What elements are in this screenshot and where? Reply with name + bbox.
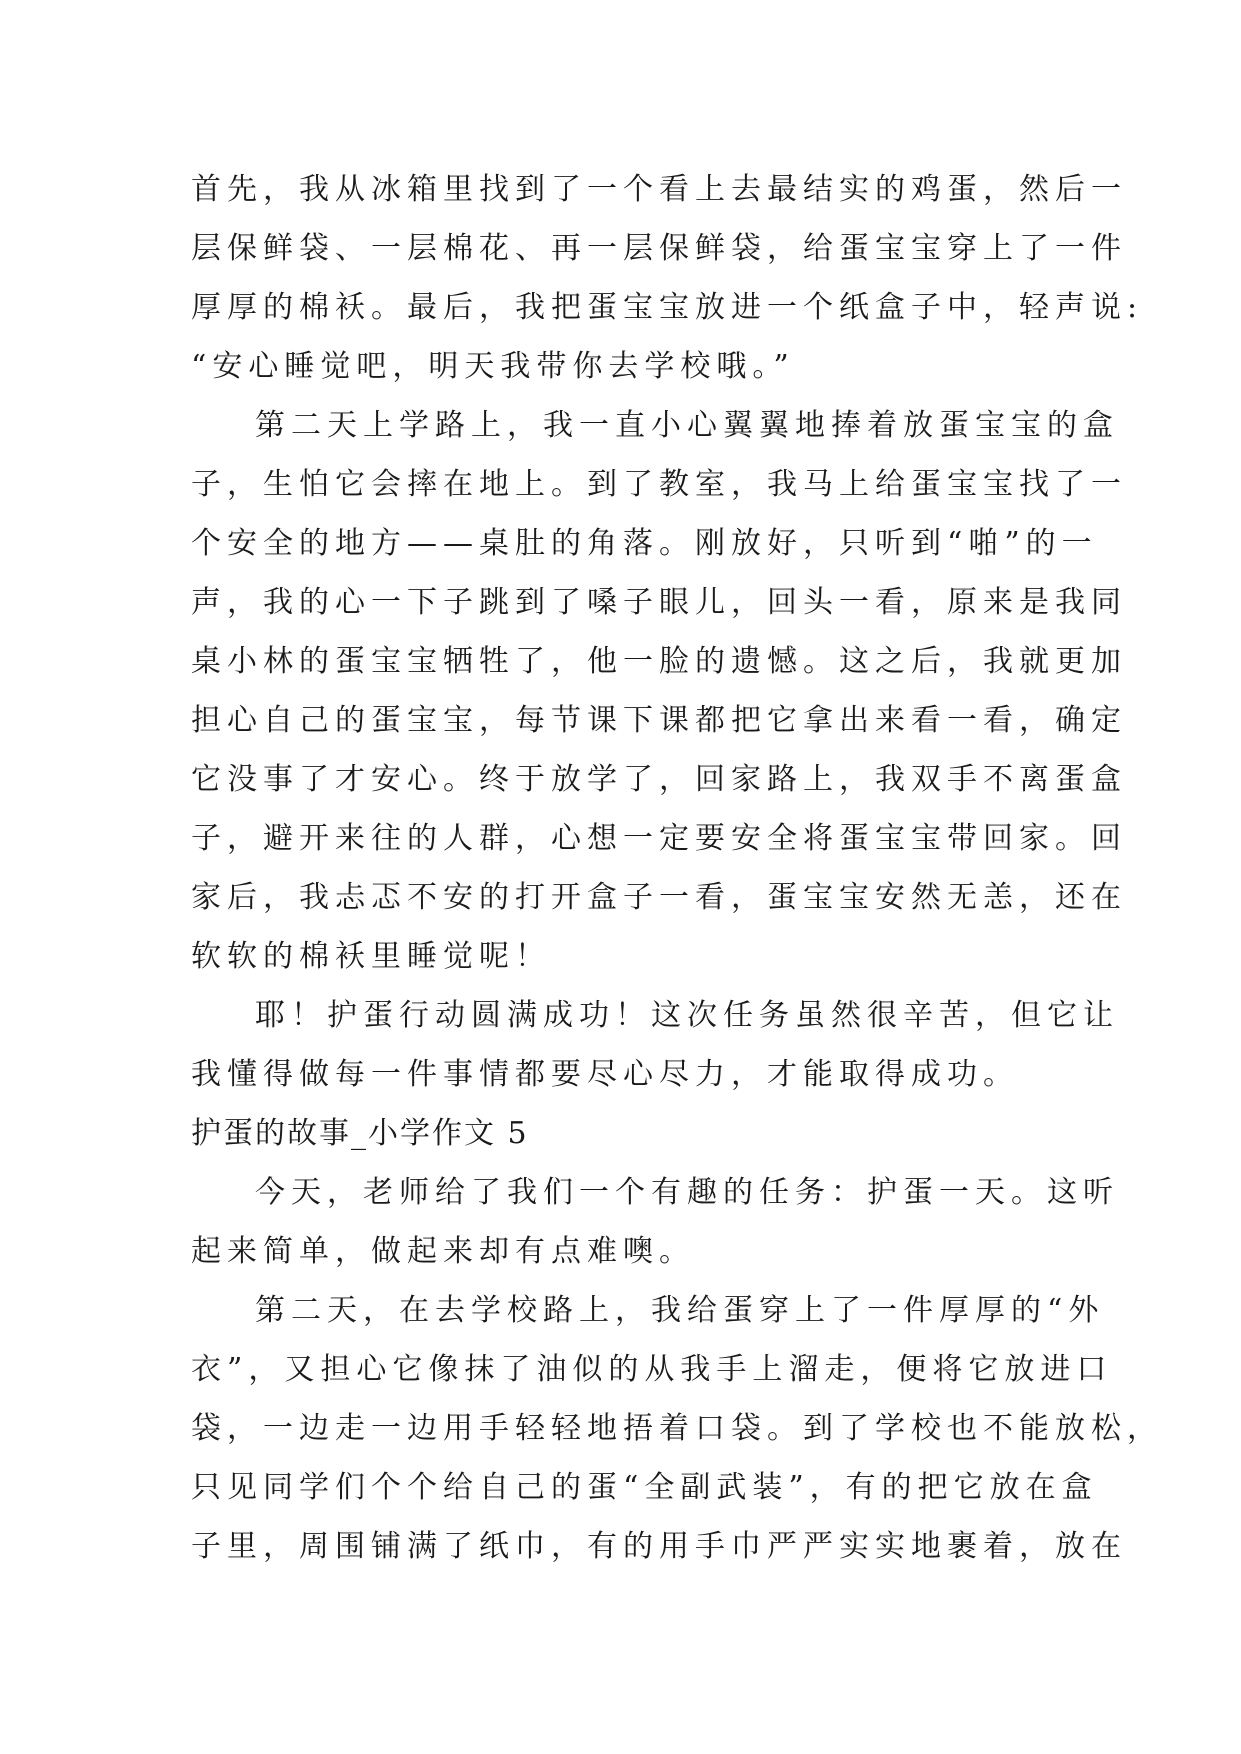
- text-line: 子，避开来往的人群，心想一定要安全将蛋宝宝带回家。回: [191, 821, 1127, 856]
- text-line: 桌小林的蛋宝宝牺牲了，他一脸的遗憾。这之后，我就更加: [191, 644, 1127, 679]
- text-line: 衣”，又担心它像抹了油似的从我手上溜走，便将它放进口: [191, 1352, 1113, 1387]
- text-line: 首先，我从冰箱里找到了一个看上去最结实的鸡蛋，然后一: [191, 172, 1127, 207]
- text-line: 担心自己的蛋宝宝，每节课下课都把它拿出来看一看，确定: [191, 703, 1127, 738]
- text-line: 软软的棉袄里睡觉呢！: [191, 939, 551, 974]
- text-line: 声，我的心一下子跳到了嗓子眼儿，回头一看，原来是我同: [191, 585, 1127, 620]
- text-line: 子里，周围铺满了纸巾，有的用手巾严严实实地裹着，放在: [191, 1529, 1127, 1564]
- text-line: 耶！护蛋行动圆满成功！这次任务虽然很辛苦，但它让: [255, 998, 1119, 1033]
- text-line: “安心睡觉吧，明天我带你去学校哦。”: [191, 349, 795, 384]
- text-line: 今天，老师给了我们一个有趣的任务：护蛋一天。这听: [255, 1175, 1119, 1210]
- document-body: [191, 160, 1163, 1576]
- section-heading: 护蛋的故事_小学作文 5: [191, 1116, 529, 1151]
- text-line: 子，生怕它会摔在地上。到了教室，我马上给蛋宝宝找了一: [191, 467, 1127, 502]
- text-line: 个安全的地方——桌肚的角落。刚放好，只听到“啪”的一: [191, 526, 1098, 561]
- text-line: 起来简单，做起来却有点难噢。: [191, 1234, 695, 1269]
- text-line: 袋，一边走一边用手轻轻地捂着口袋。到了学校也不能放松，: [191, 1411, 1163, 1446]
- text-line: 我懂得做每一件事情都要尽心尽力，才能取得成功。: [191, 1057, 1019, 1092]
- text-line: 厚厚的棉袄。最后，我把蛋宝宝放进一个纸盒子中，轻声说:: [191, 290, 1144, 325]
- text-line: 只见同学们个个给自己的蛋“全副武装”，有的把它放在盒: [191, 1470, 1098, 1505]
- text-line: 层保鲜袋、一层棉花、再一层保鲜袋，给蛋宝宝穿上了一件: [191, 231, 1127, 266]
- text-line: 第二天，在去学校路上，我给蛋穿上了一件厚厚的“外: [255, 1293, 1105, 1328]
- text-line: 它没事了才安心。终于放学了，回家路上，我双手不离蛋盒: [191, 762, 1127, 797]
- text-line: 家后，我忐忑不安的打开盒子一看，蛋宝宝安然无恙，还在: [191, 880, 1127, 915]
- text-line: 第二天上学路上，我一直小心翼翼地捧着放蛋宝宝的盒: [255, 408, 1119, 443]
